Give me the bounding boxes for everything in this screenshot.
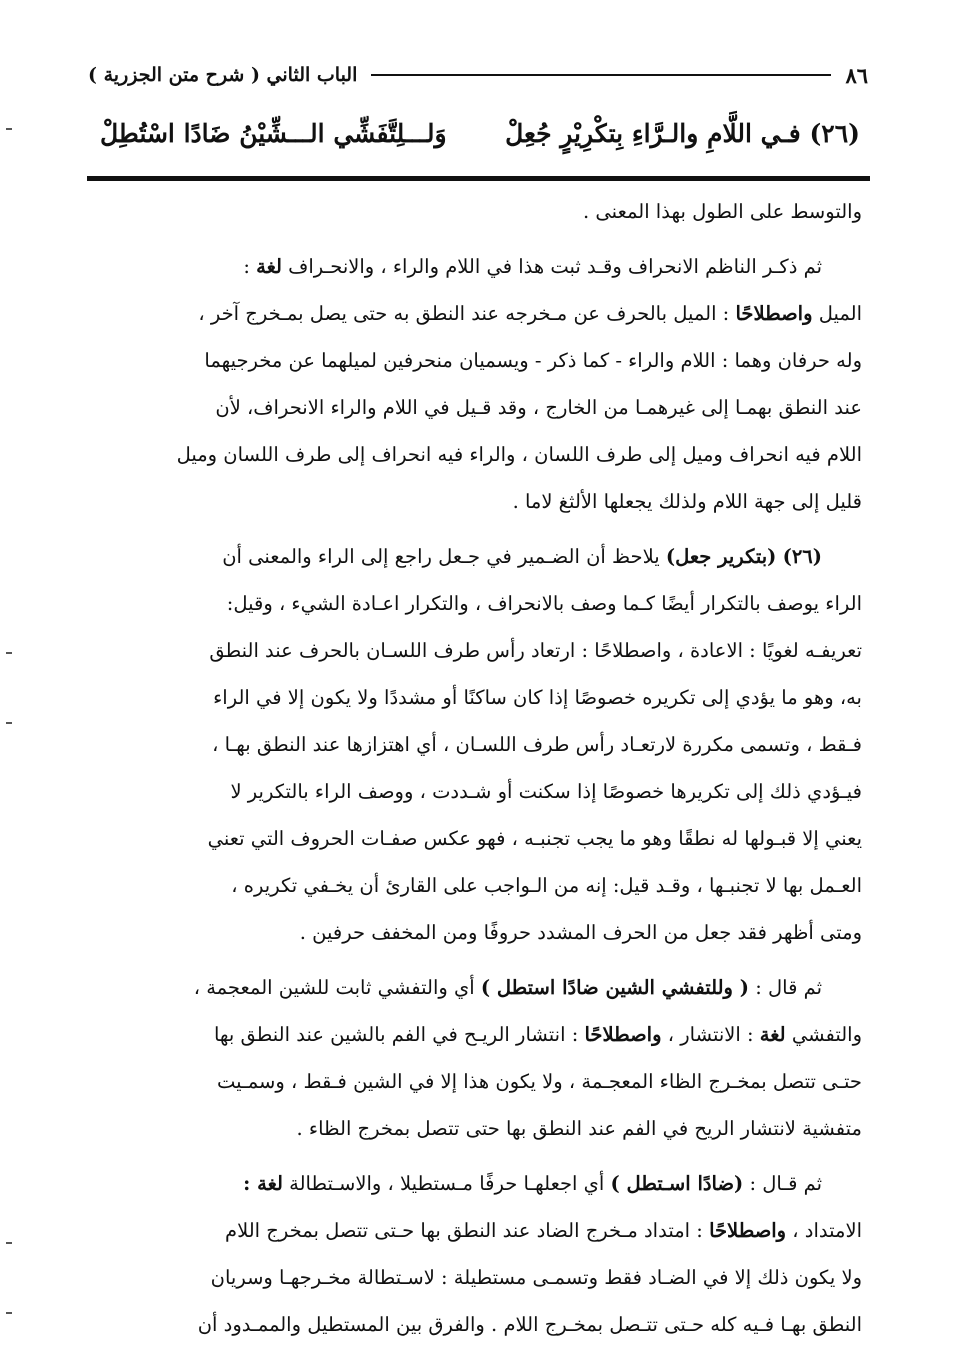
text-line: ثم ذكـر الناظم الانحراف وقـد ثبت هذا في اللام والراء ، والانحـراف لغة : bbox=[243, 255, 822, 278]
text-line: يعني إلا قبـولها له نطقًا وهو ما يجب تجنبـه ، فهو عكس صفـات الحروف التي تعني bbox=[207, 827, 862, 850]
running-header bbox=[88, 60, 868, 90]
text-line: والتوسط على الطول بهذا المعنى . bbox=[583, 200, 862, 223]
text-line: الراء يوصف بالتكرار أيضًا كـما وصف بالانحراف ، والتكرار اعـادة الشيء ، وقيل: bbox=[226, 592, 862, 615]
text-line: (٢٦) (بتكرير جعل) يلاحظ أن الضـمير في جـعل راجع إلى الراء والمعنى أن bbox=[222, 545, 822, 568]
text-line: العـمل بها لا تجنبـها ، وقـد قيل: إنه من الـواجب على القارئ أن يخـفي تكريره ، bbox=[231, 874, 862, 897]
paragraph-gap bbox=[92, 235, 862, 243]
text-line: به، وهو ما يؤدي إلى تكريره خصوصًا إذا كان ساكنًا أو مشددًا ولا يكون إلا في الراء bbox=[213, 686, 862, 709]
text-line: عند النطق بهمـا إلى غيرهمـا من الخارج ، وقد قـيل في اللام والراء الانحراف، لأن bbox=[215, 396, 862, 419]
scan-speck bbox=[6, 1242, 12, 1244]
page-number: ٨٦ bbox=[845, 62, 868, 88]
paragraph-gap bbox=[92, 525, 862, 533]
header-rule bbox=[371, 74, 831, 76]
scan-speck bbox=[6, 722, 12, 724]
term-lugha: لغة bbox=[256, 255, 282, 278]
text-line: وله حرفان وهما : اللام والراء - كما ذكر - ويسميان منحرفين لميلهما عن مخرجيهما bbox=[204, 349, 862, 372]
scan-speck bbox=[6, 1312, 12, 1314]
verse-ref: (٢٦) bbox=[782, 545, 822, 568]
text-line: والتفشي لغة : الانتشار ، واصطلاحًا : انتشار الريـح في الفم بالشين عند النطق بها bbox=[213, 1023, 862, 1046]
text-line: الامتداد ، واصطلاحًا : امتداد مـخرج الضاد عند النطق بها حـتى تتصل بمخرج اللام bbox=[225, 1219, 862, 1242]
commentary-text bbox=[92, 188, 862, 1348]
verse-second-hemistich: وَلـــلِتَّفَشِّي الـــشِّيْنُ ضَادًا اسْتُطِلْ bbox=[100, 118, 447, 148]
text-line: الميل واصطلاحًا : الميل بالحرف عن مـخرجه عند النطق به حتى يصل بمـخرج آخر ، bbox=[198, 302, 862, 325]
text-line: تعريفـه لغويًا : الاعادة ، واصطلاحًا : ارتعاد رأس طرف اللسـان بالحرف عند النطق bbox=[209, 639, 862, 662]
text-line: ومتى أظهر فقد جعل من الحرف المشدد حروفًا ومن المخفف حرفين . bbox=[299, 921, 862, 944]
term-istilahan: واصطلاحًا bbox=[735, 302, 813, 325]
quoted-phrase: (ضادًا اسـتطل ) bbox=[610, 1172, 744, 1195]
scan-speck bbox=[6, 128, 12, 130]
poem-verse bbox=[100, 110, 860, 156]
chapter-title: الباب الثاني ( شرح متن الجزرية ) bbox=[88, 64, 358, 86]
term-istilahan: واصطلاحًا bbox=[584, 1023, 662, 1046]
scan-speck bbox=[6, 652, 12, 654]
text-line: ثم قـال : (ضادًا اسـتطل ) أي اجعلهـا حرفًا مـستطيلا ، والاسـتطالة لغة : bbox=[243, 1172, 822, 1195]
text-line: فيـؤدي ذلك إلى تكريرها خصوصًا إذا سكنت أو شـددت ، ووصف الراء بالتكرير لا bbox=[230, 780, 862, 803]
paragraph-gap bbox=[92, 956, 862, 964]
text-line: فـقط ، وتسمى مكررة لارتعـاد رأس طرف اللسـان ، أي اهتزازها عند النطق بهـا ، bbox=[212, 733, 862, 756]
quoted-phrase: (بتكرير جعل) bbox=[665, 545, 777, 568]
text-line: النطق بهـا فـيه كله حـتى تتـصل بمخـرج اللام . والفرق بين المستطيل والممـدود أن bbox=[197, 1313, 862, 1336]
verse-first-hemistich: (٢٦) فـي اللَّامِ والـرَّاءِ بِتكْرِيْرٍ جُعِلْ bbox=[505, 118, 860, 148]
quoted-phrase: ( وللتفشي الشين ضادًا استطل ) bbox=[480, 976, 749, 999]
text-line: اللام فيه انحراف وميل إلى طرف اللسان ، والراء فيه انحراف إلى طرف اللسان وميل bbox=[176, 443, 862, 466]
term-lugha: لغة bbox=[759, 1023, 786, 1046]
text-line: قليل إلى جهة اللام ولذلك يجعلها الألثغ لاما . bbox=[512, 490, 862, 513]
term-istilahan: واصطلاحًا bbox=[709, 1219, 787, 1242]
term-lugha: لغة : bbox=[243, 1172, 283, 1195]
text-line: حتـى تتصل بمخـرج الظاء المعجـمة ، ولا يكون هذا إلا في الشين فـقط ، وسمـيت bbox=[217, 1070, 862, 1093]
text-line: ولا يكون ذلك إلا في الضـاد فقط وتسمـى مستطيلة : لاسـتطالة مخـرجهـا وسريان bbox=[210, 1266, 862, 1289]
text-line: ثم قال : ( وللتفشي الشين ضادًا استطل ) أي والتفشي ثابت للشين المعجمة ، bbox=[193, 976, 822, 999]
paragraph-gap bbox=[92, 1152, 862, 1160]
text-line: متفشية لانتشار الريح في الفم عند النطق بها حتى تتصل بمخرج الظاء . bbox=[296, 1117, 862, 1140]
verse-divider bbox=[87, 176, 870, 181]
